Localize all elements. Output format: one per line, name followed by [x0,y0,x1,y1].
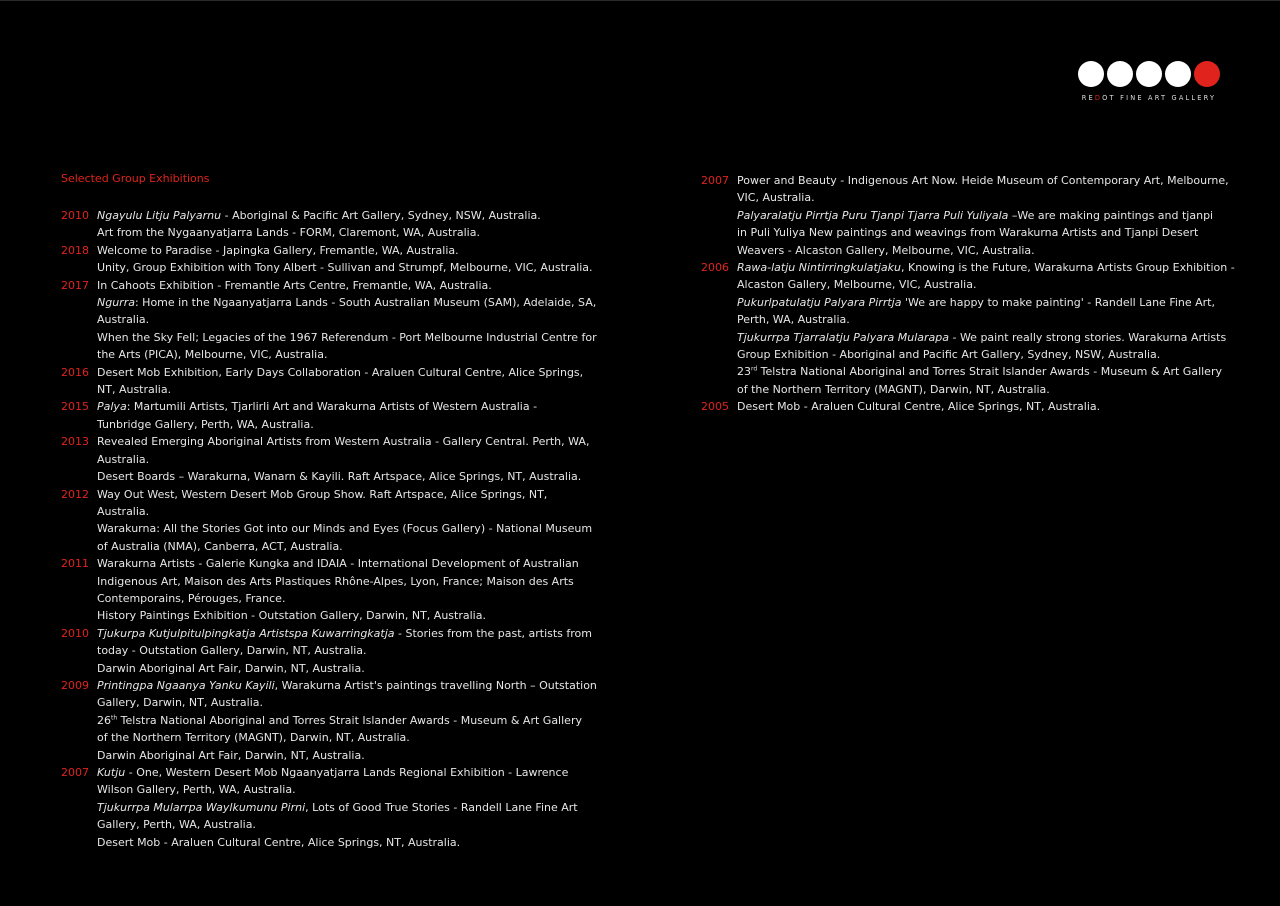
exhibition-entries [97,398,601,433]
exhibition-details: Welcome to Paradise - Japingka Gallery, Fremantle, WA, Australia. Unity, Group Exhibition with Tony Albert - Sullivan and Strumpf, Melbourne, VIC, Australia. [97,243,593,275]
year-label: 2007 [701,174,729,187]
exhibition-details: Darwin Aboriginal Art Fair, Darwin, NT, Australia. [97,661,365,675]
exhibition-entry [97,207,601,242]
year-label: 2018 [61,243,89,257]
exhibition-entries [737,172,1241,259]
exhibition-entries [97,625,601,677]
year-group [701,172,1241,259]
exhibition-entry [737,329,1241,364]
exhibitions-right-column [701,172,1241,416]
exhibition-title: Tjukurrpa Tjarralatju Palyara Mularapa [737,330,949,344]
exhibition-entries [97,433,601,485]
logo-dot [1107,61,1133,87]
exhibition-entry [97,277,601,294]
exhibition-details: : Home in the Ngaanyatjarra Lands - South Australian Museum (SAM), Adelaide, SA, Australia. [97,296,597,327]
logo-dot [1165,61,1191,87]
exhibition-details: Desert Boards – Warakurna, Wanarn & Kayili. Raft Artspace, Alice Springs, NT, Australia. [97,470,582,484]
exhibition-entries [737,259,1241,398]
exhibition-entries [97,277,601,364]
exhibition-entry [737,259,1241,294]
exhibition-entry [97,677,601,712]
exhibition-details: Power and Beauty - Indigenous Art Now. Heide Museum of Contemporary Art, Melbourne, VIC, Australia. [737,174,1229,205]
exhibition-title: Ngurra [97,296,135,310]
year-label: 2009 [61,678,89,692]
exhibition-details: Telstra National Aboriginal and Torres Strait Islander Awards - Museum & Art Gallery of the Northern Territory (MAGNT), Darwin, NT, Australia. [737,365,1222,396]
exhibition-entries [97,364,601,399]
year-group [61,555,601,625]
year-label: 2005 [701,400,729,414]
year-label: 2010 [61,209,89,222]
logo-dot [1078,61,1104,87]
entry-ordinal: 23 [737,365,751,379]
logo-dot-red [1194,61,1220,87]
exhibition-entry [97,625,601,660]
exhibition-details: Warakurna Artists - Galerie Kungka and IDAIA - International Development of Australian Indigenous Art, Maison des Arts Plastiques Rhône-Alpes, Lyon, France; Maison des Arts Contemporains, Pérouges, France. [97,557,579,605]
exhibition-entry [97,555,601,607]
exhibition-details: - We paint really strong stories. Warakurna Artists Group Exhibition - Aboriginal and Pacific Art Gallery, Sydney, NSW, Australia. [737,330,1227,362]
year-group [61,364,601,399]
exhibition-entry [737,294,1241,329]
exhibition-title: Tjukurpa Kutjulpitulpingkatja Artistspa Kuwarringkatja [97,626,395,640]
entry-ordinal-suffix: th [111,714,118,722]
exhibition-details: In Cahoots Exhibition - Fremantle Arts Centre, Fremantle, WA, Australia. [97,278,492,292]
exhibition-entry [97,398,601,433]
year-label: 2010 [61,626,89,640]
exhibition-entry [97,242,601,277]
exhibition-details: History Paintings Exhibition - Outstation Gallery, Darwin, NT, Australia. [97,609,486,623]
exhibition-entries [97,764,601,851]
exhibition-entry [97,764,601,799]
exhibition-title: Ngayulu Litju Palyarnu [97,209,222,222]
year-label: 2012 [61,487,89,501]
year-group [61,764,601,851]
year-label: 2011 [61,557,89,571]
exhibition-entries [97,207,601,242]
exhibition-details: - Stories from the past, artists from today - Outstation Gallery, Darwin, NT, Australia. [97,626,592,658]
exhibition-details: –We are making paintings and tjanpi in Puli Yuliya New paintings and weavings from Warakurna Artists and Tjanpi Desert Weavers - Alcaston Gallery, Melbourne, VIC, Australia. [737,208,1214,257]
exhibition-entry [97,712,601,747]
exhibition-details: Desert Mob - Araluen Cultural Centre, Alice Springs, NT, Australia. [97,835,461,849]
logo-wordmark: REDOT FINE ART GALLERY [1081,94,1217,102]
exhibition-entry [97,799,601,834]
exhibition-entry [737,363,1241,398]
exhibition-details: When the Sky Fell; Legacies of the 1967 Referendum - Port Melbourne Industrial Centre for the Arts (PICA), Melbourne, VIC, Australia. [97,330,597,362]
year-group [701,398,1241,415]
exhibition-entry [97,660,601,677]
exhibition-entries [97,486,601,556]
exhibition-entry [737,207,1241,259]
gallery-logo [1078,61,1220,102]
logo-dots [1078,61,1220,87]
exhibition-entry [97,364,601,399]
exhibition-entry [97,468,601,485]
year-label: 2007 [61,766,89,779]
year-group [61,433,601,485]
exhibition-title: Palya [97,400,127,414]
exhibition-entry [97,329,601,364]
exhibition-entry [97,433,601,468]
exhibition-entry [97,834,601,851]
year-label: 2017 [61,278,89,292]
year-label: 2013 [61,435,89,449]
exhibition-details: - Aboriginal & Pacific Art Gallery, Sydney, NSW, Australia. Art from the Nygaanyatjarra Lands - FORM, Claremont, WA, Australia. [97,209,541,240]
logo-dot [1136,61,1162,87]
exhibition-entry [97,520,601,555]
year-group [61,625,601,677]
year-label: 2015 [61,400,89,414]
exhibition-title: Tjukurrpa Mularrpa Waylkumunu Pirni [97,800,306,814]
exhibitions-left-column [61,207,601,851]
year-group [61,486,601,556]
year-label: 2006 [701,261,729,275]
exhibition-entry [97,747,601,764]
exhibition-details: 'We are happy to make painting' - Randell Lane Fine Art, Perth, WA, Australia. [737,295,1215,327]
exhibition-details: Telstra National Aboriginal and Torres Strait Islander Awards - Museum & Art Gallery of the Northern Territory (MAGNT), Darwin, NT, Australia. [97,713,582,745]
exhibition-details: Desert Mob - Araluen Cultural Centre, Alice Springs, NT, Australia. [737,400,1101,414]
exhibition-title: Palyaralatju Pirrtja Puru Tjanpi Tjarra Puli Yuliyala [737,208,1009,222]
exhibition-entry [97,486,601,521]
year-group [61,277,601,364]
exhibition-details: , Lots of Good True Stories - Randell Lane Fine Art Gallery, Perth, WA, Australia. [97,800,578,832]
year-group [61,242,601,277]
exhibition-entries [97,677,601,764]
exhibition-entries [737,398,1241,415]
exhibition-entries [97,555,601,625]
year-group [61,207,601,242]
exhibition-title: Rawa-latju Nintirringkulatjaku [737,261,901,275]
exhibition-entry [737,398,1241,415]
section-title: Selected Group Exhibitions [61,172,210,185]
exhibition-entry [737,172,1241,207]
year-label: 2016 [61,365,89,379]
exhibition-title: Printingpa Ngaanya Yanku Kayili [97,678,275,692]
exhibition-title: Pukurlpatulatju Palyara Pirrtja [737,295,902,309]
exhibition-details: Way Out West, Western Desert Mob Group Show. Raft Artspace, Alice Springs, NT, Australia. [97,487,548,518]
exhibition-details: : Martumili Artists, Tjarlirli Art and Warakurna Artists of Western Australia - Tunbridge Gallery, Perth, WA, Australia. [97,400,538,431]
exhibition-details: , Warakurna Artist's paintings travelling North – Outstation Gallery, Darwin, NT, Australia. [97,678,597,710]
exhibition-entry [97,607,601,624]
exhibition-details: Warakurna: All the Stories Got into our Minds and Eyes (Focus Gallery) - National Museum of Australia (NMA), Canberra, ACT, Australia. [97,522,593,553]
exhibition-details: Darwin Aboriginal Art Fair, Darwin, NT, Australia. [97,748,365,762]
exhibition-entries [97,242,601,277]
exhibition-title: Kutju [97,766,126,779]
entry-ordinal: 26 [97,713,111,727]
exhibition-details: Revealed Emerging Aboriginal Artists from Western Australia - Gallery Central. Perth, WA, Australia. [97,435,590,466]
exhibition-details: Desert Mob Exhibition, Early Days Collaboration - Araluen Cultural Centre, Alice Springs, NT, Australia. [97,365,584,397]
year-group [701,259,1241,398]
exhibition-entry [97,294,601,329]
top-border-line [0,0,1280,1]
year-group [61,398,601,433]
exhibition-details: , Knowing is the Future, Warakurna Artists Group Exhibition - Alcaston Gallery, Melbourne, VIC, Australia. [737,261,1235,292]
entry-ordinal-suffix: rd [751,365,758,373]
exhibition-details: - One, Western Desert Mob Ngaanyatjarra Lands Regional Exhibition - Lawrence Wilson Gallery, Perth, WA, Australia. [97,766,569,797]
year-group [61,677,601,764]
